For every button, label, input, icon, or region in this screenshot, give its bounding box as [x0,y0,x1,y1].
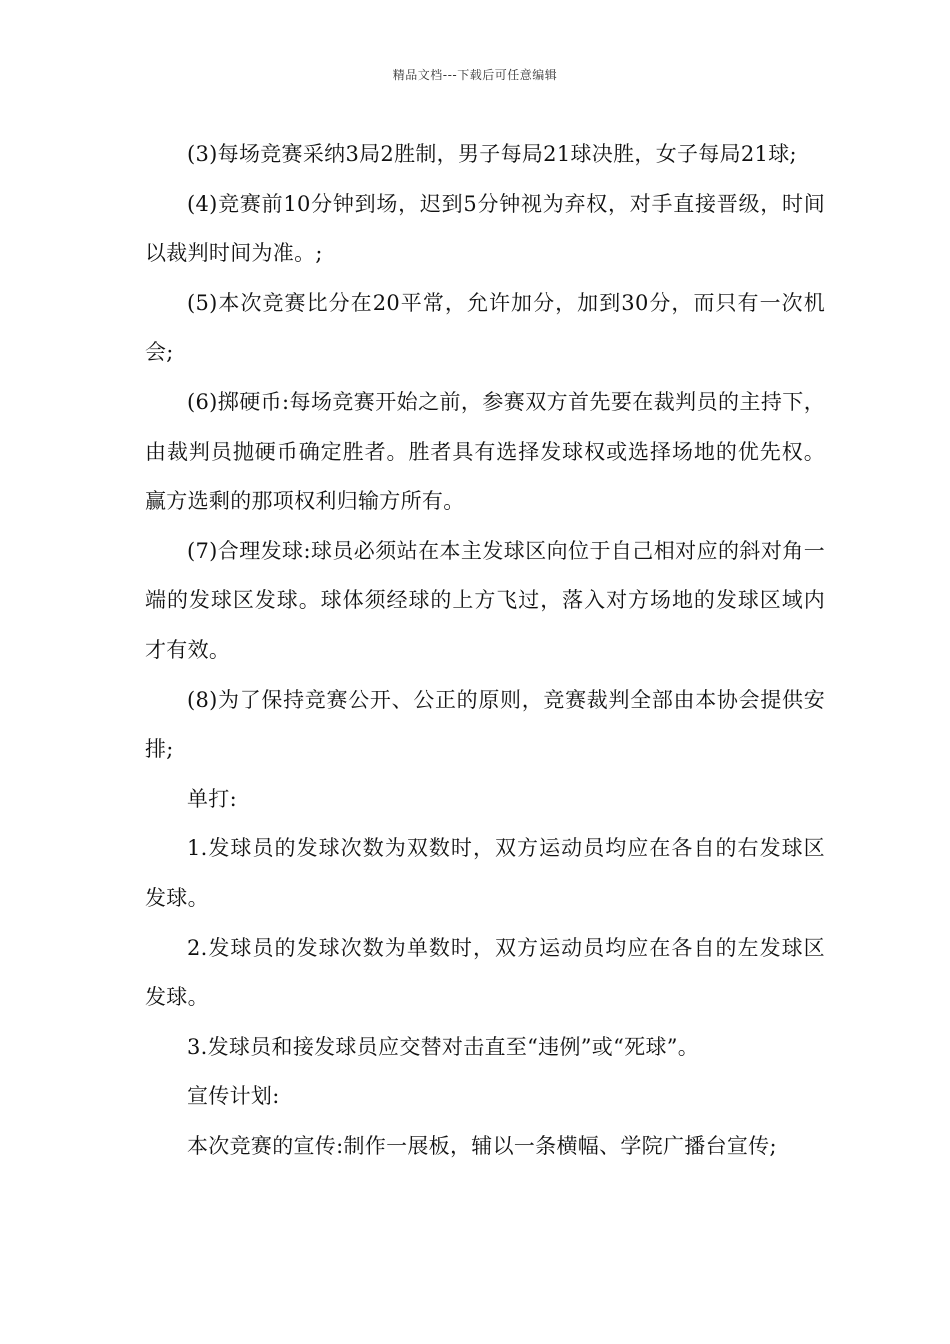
paragraph-rule-4: (4)竞赛前10分钟到场，迟到5分钟视为弃权，对手直接晋级，时间以裁判时间为准。; [145,191,825,266]
paragraph-rule-3: (3)每场竞赛采纳3局2胜制，男子每局21球决胜，女子每局21球; [187,142,797,166]
section-heading-publicity: 宣传计划: [187,1084,280,1109]
paragraph-publicity: 本次竞赛的宣传:制作一展板，辅以一条横幅、学院广播台宣传; [187,1133,777,1158]
paragraph-rule-6: (6)掷硬币:每场竞赛开始之前，参赛双方首先要在裁判员的主持下，由裁判员抛硬币确定胜者。胜者具有选择发球权或选择场地的优先权。赢方选剩的那项权利归输方所有。 [145,389,825,514]
page-header: 精品文档---下载后可任意编辑 [392,68,558,82]
paragraph-singles-2: 2.发球员的发球次数为单数时，双方运动员均应在各自的左发球区发球。 [145,935,825,1010]
paragraph-rule-8: (8)为了保持竞赛公开、公正的原则，竞赛裁判全部由本协会提供安排; [145,687,825,762]
paragraph-rule-7: (7)合理发球:球员必须站在本主发球区向位于自己相对应的斜对角一端的发球区发球。球体须经球的上方飞过，落入对方场地的发球区域内才有效。 [145,538,825,662]
paragraph-singles-1: 1.发球员的发球次数为双数时，双方运动员均应在各自的右发球区发球。 [145,836,825,910]
paragraph-rule-5: (5)本次竞赛比分在20平常，允许加分，加到30分，而只有一次机会; [145,290,825,365]
section-heading-singles: 单打: [187,786,237,811]
paragraph-singles-3: 3.发球员和接发球员应交替对击直至“违例”或“死球”。 [187,1034,700,1059]
document-body [145,130,825,1171]
